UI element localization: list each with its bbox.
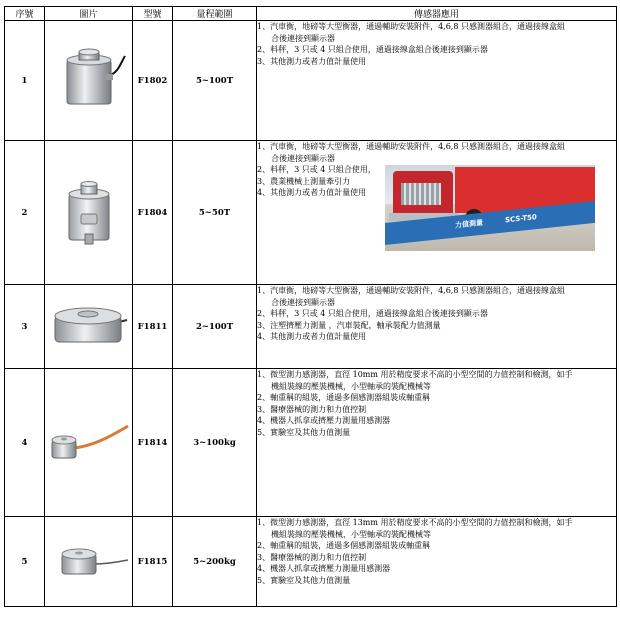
header-model: 型號 (133, 7, 173, 21)
row-number: 3 (5, 285, 45, 369)
app-line: 1、汽車衡，地磅等大型衡器，通過輔助安裝附件，4,6,8 只感測器組合，通過接線盒組 (257, 142, 565, 151)
app-line: 機組裝線的壓裝機械，小型軸承的裝配機械等 (271, 381, 431, 391)
measuring-range: 5~100T (173, 21, 257, 141)
header-picture: 圖片 (45, 7, 133, 21)
application-text (257, 21, 617, 141)
measuring-range: 5~200kg (173, 517, 257, 607)
app-line: 4、其他測力或者力值計量使用 (257, 188, 367, 197)
table-row (5, 517, 617, 607)
app-line: 1、汽車衡，地磅等大型衡器，通過輔助安裝附件，4,6,8 只感測器組合，通過接線盒組 (257, 286, 565, 295)
scale-model-label: SCS-T50 (505, 213, 537, 225)
app-line: 4、機器人抓拿或擠壓力測量用感測器 (257, 564, 391, 573)
app-line: 2、料秤，3 只或 4 只組合使用， (257, 165, 376, 174)
canister-load-cell-image (59, 178, 119, 248)
product-image (45, 141, 133, 285)
model-number: F1815 (133, 517, 173, 607)
sensor-spec-table (4, 6, 617, 607)
app-line: 3、注塑擠壓力測量 ，汽車裝配，軸承裝配力值測量 (257, 320, 441, 330)
model-number: F1811 (133, 285, 173, 369)
model-number: F1802 (133, 21, 173, 141)
app-line: 2、軸重稱的組裝，通過多個感測器組裝成軸重稱 (257, 541, 431, 550)
app-line: 2、料秤，3 只或 4 只組合使用，通過接線盒組合後連接到顯示器 (257, 309, 488, 318)
model-number: F1804 (133, 141, 173, 285)
product-image (45, 369, 133, 517)
row-number: 2 (5, 141, 45, 285)
pancake-load-cell-image (49, 302, 129, 352)
app-line: 1、汽車衡，地磅等大型衡器，通過輔助安裝附件，4,6,8 只感測器組合，通過接線盒組 (257, 22, 565, 31)
app-line: 3、醫療器械的測力和力值控制 (257, 552, 367, 562)
table-row (5, 285, 617, 369)
app-line: 3、農業機械上測量牽引力 (257, 176, 351, 186)
app-line: 5、實驗室及其他力值測量 (257, 427, 351, 437)
app-line: 合後連接到顯示器 (271, 297, 335, 307)
measuring-range: 2~100T (173, 285, 257, 369)
app-line: 3、醫療器械的測力和力值控制 (257, 404, 367, 414)
truck-scale-photo (385, 165, 595, 251)
table-row (5, 21, 617, 141)
app-line: 5、實驗室及其他力值測量 (257, 575, 351, 585)
scale-label: 力值測量 (455, 218, 483, 230)
app-line: 2、料秤，3 只或 4 只組合使用，通過接線盒組合後連接到顯示器 (257, 45, 488, 54)
header-row (5, 7, 617, 21)
app-line: 4、其他測力或者力值計量使用 (257, 332, 367, 341)
table-row (5, 369, 617, 517)
app-line: 合後連接到顯示器 (271, 33, 335, 43)
app-line: 2、軸重稱的組裝，通過多個感測器組裝成軸重稱 (257, 393, 431, 402)
app-line: 1、微型測力感測器，直徑 13mm 用於精度要求不高的小型空間的力值控制和檢測，如手 (257, 518, 573, 527)
app-line: 4、機器人抓拿或擠壓力測量用感測器 (257, 416, 391, 425)
column-load-cell-image (49, 46, 129, 116)
app-line: 3、其他測力或者力值計量使用 (257, 56, 367, 66)
app-line: 合後連接到顯示器 (271, 153, 335, 163)
application-text (257, 285, 617, 369)
measuring-range: 3~100kg (173, 369, 257, 517)
button-load-cell-image (48, 542, 130, 582)
header-application: 傳感器應用 (257, 7, 617, 21)
row-number: 1 (5, 21, 45, 141)
product-image (45, 285, 133, 369)
app-line: 機組裝線的壓裝機械，小型軸承的裝配機械等 (271, 529, 431, 539)
header-no: 序號 (5, 7, 45, 21)
application-text (257, 517, 617, 607)
product-image (45, 21, 133, 141)
row-number: 4 (5, 369, 45, 517)
table-row (5, 141, 617, 285)
row-number: 5 (5, 517, 45, 607)
measuring-range: 5~50T (173, 141, 257, 285)
miniature-load-cell-image (48, 418, 130, 468)
application-text (257, 369, 617, 517)
application-text (257, 141, 617, 285)
app-line: 1、微型測力感測器，直徑 10mm 用於精度要求不高的小型空間的力值控制和檢測，如手 (257, 370, 573, 379)
product-image (45, 517, 133, 607)
header-range: 量程範圍 (173, 7, 257, 21)
model-number: F1814 (133, 369, 173, 517)
